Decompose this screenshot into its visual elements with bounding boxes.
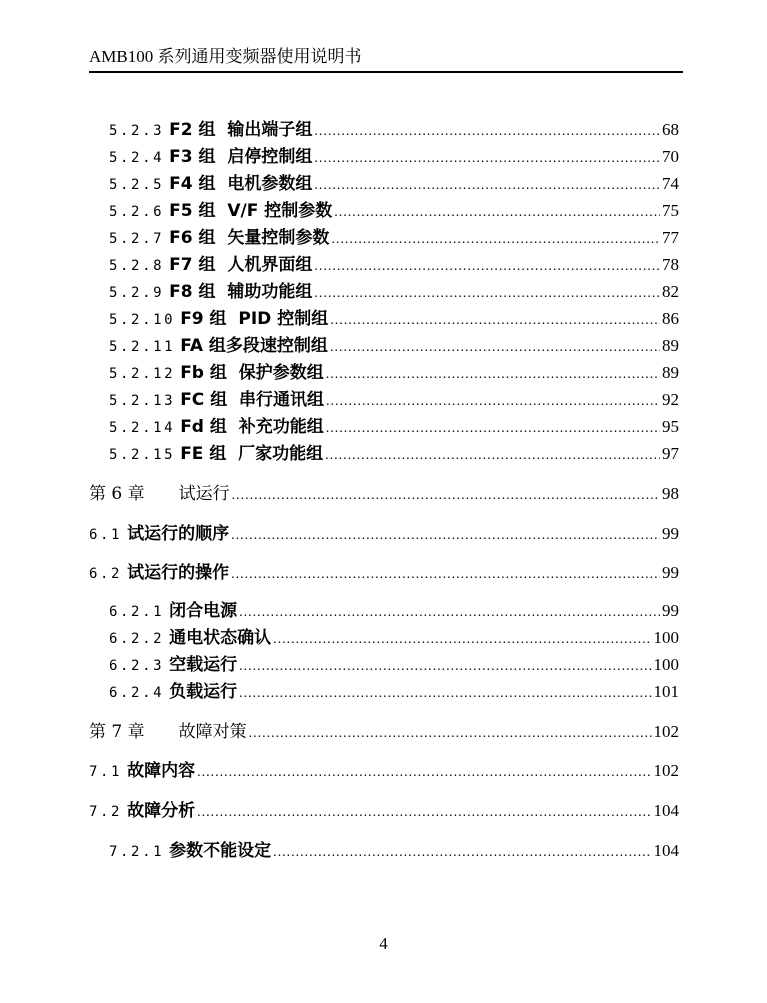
- toc-entry-page: 100: [653, 655, 679, 674]
- toc-entry-title: 故障对策: [178, 722, 247, 742]
- document-header-title: AMB100 系列通用变频器使用说明书: [89, 47, 362, 66]
- toc-entry-number: 6.1: [89, 527, 123, 543]
- toc-leader-dots: [314, 174, 660, 198]
- toc-entry-number: 5.2.12: [109, 366, 176, 382]
- toc-leader-dots: [330, 309, 660, 333]
- toc-entry-page: 74: [662, 174, 679, 193]
- toc-leader-dots: [314, 282, 660, 306]
- toc-leader-dots: [326, 390, 660, 414]
- toc-entry-title: FA 组多段速控制组: [180, 336, 328, 356]
- toc-leader-dots: [232, 484, 660, 508]
- toc-entry-title: Fd 组 补充功能组: [180, 417, 324, 437]
- toc-entry[interactable]: [109, 599, 679, 623]
- toc-entry-number: 6.2.3: [109, 658, 165, 674]
- toc-entry-title: F9 组 PID 控制组: [180, 309, 329, 329]
- toc-entry-number: 5.2.15: [109, 447, 176, 463]
- toc-entry-page: 97: [662, 444, 679, 463]
- toc-leader-dots: [330, 336, 660, 360]
- toc-entry-page: 77: [662, 228, 679, 247]
- toc-entry-number: 第 7 章: [89, 722, 145, 742]
- toc-entry-number: 5.2.10: [109, 312, 176, 328]
- toc-entry-number: 6.2.4: [109, 685, 165, 701]
- toc-entry-title: Fb 组 保护参数组: [180, 363, 324, 383]
- toc-entry-title: 故障内容: [127, 761, 196, 781]
- toc-leader-dots: [326, 417, 660, 441]
- toc-entry[interactable]: [109, 653, 679, 677]
- toc-entry[interactable]: [109, 280, 679, 304]
- toc-leader-dots: [334, 201, 660, 225]
- toc-entry[interactable]: [109, 145, 679, 169]
- toc-leader-dots: [239, 655, 651, 679]
- toc-entry-page: 104: [653, 801, 679, 820]
- toc-entry-page: 102: [653, 761, 679, 780]
- toc-entry-title: 负载运行: [169, 682, 238, 702]
- toc-entry-number: 5.2.13: [109, 393, 176, 409]
- toc-entry-title: 试运行的操作: [127, 563, 230, 583]
- toc-entry-page: 98: [662, 484, 679, 503]
- toc-entry-number: 7.2: [89, 804, 123, 820]
- toc-entry-title: FC 组 串行通讯组: [180, 390, 325, 410]
- toc-entry-page: 82: [662, 282, 679, 301]
- toc-entry-page: 78: [662, 255, 679, 274]
- toc-entry-page: 99: [662, 524, 679, 543]
- toc-entry[interactable]: [109, 253, 679, 277]
- toc-entry[interactable]: [109, 172, 679, 196]
- toc-entry-page: 89: [662, 336, 679, 355]
- toc-entry-title: 通电状态确认: [169, 628, 272, 648]
- toc-entry-page: 99: [662, 601, 679, 620]
- toc-leader-dots: [326, 363, 660, 387]
- toc-entry-page: 104: [653, 841, 679, 860]
- toc-entry-page: 86: [662, 309, 679, 328]
- toc-entry-number: 5.2.9: [109, 285, 165, 301]
- toc-entry-number: 6.2: [89, 566, 123, 582]
- toc-entry-page: 99: [662, 563, 679, 582]
- toc-entry-page: 68: [662, 120, 679, 139]
- toc-leader-dots: [325, 444, 660, 468]
- toc-entry-number: 6.2.2: [109, 631, 165, 647]
- toc-leader-dots: [314, 255, 660, 279]
- toc-entry-title: F8 组 辅助功能组: [169, 282, 313, 302]
- toc-leader-dots: [197, 761, 651, 785]
- toc-entry-title: F4 组 电机参数组: [169, 174, 313, 194]
- toc-entry-title: F5 组 V/F 控制参数: [169, 201, 333, 221]
- toc-entry[interactable]: [109, 388, 679, 412]
- toc-entry-number: 5.2.6: [109, 204, 165, 220]
- toc-leader-dots: [273, 841, 651, 865]
- toc-chapter-entry[interactable]: [89, 482, 679, 506]
- toc-leader-dots: [314, 147, 660, 171]
- toc-section-entry[interactable]: [89, 522, 679, 546]
- toc-chapter-entry[interactable]: [89, 720, 679, 744]
- toc-entry[interactable]: [109, 680, 679, 704]
- toc-leader-dots: [231, 524, 660, 548]
- toc-entry-title: FE 组 厂家功能组: [180, 444, 324, 464]
- toc-entry-title: 闭合电源: [169, 601, 238, 621]
- toc-leader-dots: [331, 228, 660, 252]
- toc-entry[interactable]: [109, 307, 679, 331]
- toc-entry-number: 5.2.14: [109, 420, 176, 436]
- toc-entry-page: 89: [662, 363, 679, 382]
- toc-entry-number: 7.2.1: [109, 844, 165, 860]
- toc-entry[interactable]: [109, 226, 679, 250]
- toc-entry-title: F3 组 启停控制组: [169, 147, 313, 167]
- toc-entry-number: 5.2.4: [109, 150, 165, 166]
- toc-entry-page: 100: [653, 628, 679, 647]
- toc-entry-title: 试运行的顺序: [127, 524, 230, 544]
- toc-entry-title: F6 组 矢量控制参数: [169, 228, 330, 248]
- toc-entry[interactable]: [109, 415, 679, 439]
- toc-leader-dots: [249, 722, 652, 746]
- toc-section-entry[interactable]: [89, 799, 679, 823]
- toc-entry-page: 102: [653, 722, 679, 741]
- toc-entry-number: 5.2.8: [109, 258, 165, 274]
- toc-entry-title: 空载运行: [169, 655, 238, 675]
- toc-entry-page: 70: [662, 147, 679, 166]
- toc-entry[interactable]: [109, 361, 679, 385]
- toc-entry-page: 92: [662, 390, 679, 409]
- toc-entry-page: 95: [662, 417, 679, 436]
- toc-entry[interactable]: [109, 626, 679, 650]
- page-number: 4: [379, 934, 388, 953]
- toc-entry-number: 7.1: [89, 764, 123, 780]
- toc-leader-dots: [239, 682, 651, 706]
- toc-entry-title: 参数不能设定: [169, 841, 272, 861]
- toc-leader-dots: [273, 628, 651, 652]
- toc-entry-number: 6.2.1: [109, 604, 165, 620]
- toc-entry[interactable]: [109, 118, 679, 142]
- toc-entry-number: 5.2.11: [109, 339, 176, 355]
- toc-entry[interactable]: [109, 199, 679, 223]
- toc-entry[interactable]: [109, 334, 679, 358]
- toc-entry[interactable]: [109, 839, 679, 863]
- header-rule: [89, 71, 683, 73]
- toc-entry-title: F7 组 人机界面组: [169, 255, 313, 275]
- toc-entry-number: 5.2.5: [109, 177, 165, 193]
- toc-leader-dots: [231, 563, 660, 587]
- toc-entry-title: 故障分析: [127, 801, 196, 821]
- toc-entry-page: 75: [662, 201, 679, 220]
- toc-entry[interactable]: [109, 442, 679, 466]
- toc-section-entry[interactable]: [89, 561, 679, 585]
- toc-entry-page: 101: [653, 682, 679, 701]
- toc-section-entry[interactable]: [89, 759, 679, 783]
- toc-leader-dots: [314, 120, 660, 144]
- toc-entry-number: 第 6 章: [89, 484, 145, 504]
- toc-entry-number: 5.2.7: [109, 231, 165, 247]
- toc-entry-title: 试运行: [178, 484, 230, 504]
- toc-entry-number: 5.2.3: [109, 123, 165, 139]
- toc-leader-dots: [239, 601, 660, 625]
- toc-entry-title: F2 组 输出端子组: [169, 120, 313, 140]
- toc-leader-dots: [197, 801, 651, 825]
